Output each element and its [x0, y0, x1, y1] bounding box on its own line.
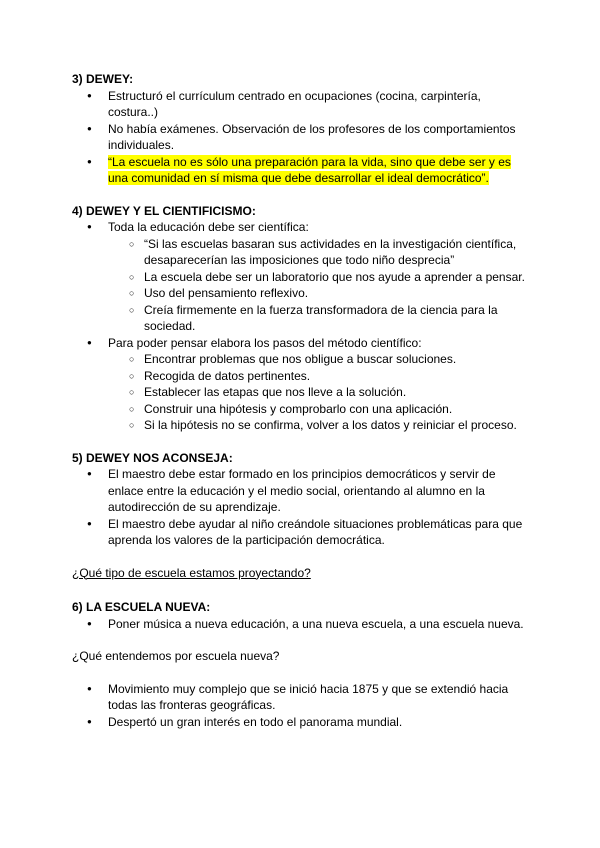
list-item: [72, 219, 532, 335]
sub-bullet-list: [108, 351, 532, 434]
list-item: ● Estructuró el currículum centrado en ocupaciones (cocina, carpintería, costura..): [72, 88, 532, 121]
sub-list-item: ○ Establecer las etapas que nos lleve a la solución.: [108, 384, 532, 401]
list-item: [72, 335, 532, 434]
sub-list-item: ○ Creía firmemente en la fuerza transformadora de la ciencia para la sociedad.: [108, 302, 532, 335]
section-heading: 4) DEWEY Y EL CIENTIFICISMO:: [72, 203, 256, 218]
bullet-list: [72, 616, 532, 633]
sub-list-item: ○ Construir una hipótesis y comprobarlo con una aplicación.: [108, 401, 532, 418]
sub-list-item: ○ La escuela debe ser un laboratorio que nos ayude a aprender a pensar.: [108, 269, 532, 286]
question-text: ¿Qué entendemos por escuela nueva?: [72, 649, 280, 663]
sub-list-item: ○ Encontrar problemas que nos obligue a buscar soluciones.: [108, 351, 532, 368]
document-body: [72, 71, 532, 730]
list-item: ● El maestro debe estar formado en los principios democráticos y servir de enlace entre la educación y el medio social, orientando al alumno en la autodirección de su aprendizaje.: [72, 466, 532, 516]
sub-list-item: ○ Si la hipótesis no se confirma, volver a los datos y reiniciar el proceso.: [108, 417, 532, 434]
list-item-text: Toda la educación debe ser científica:: [108, 220, 309, 234]
section-heading: 6) LA ESCUELA NUEVA:: [72, 600, 211, 614]
list-item-highlighted: [72, 154, 532, 187]
highlighted-quote: “La escuela no es sólo una preparación para la vida, sino que debe ser y es una comunidad en sí misma que debe desarrollar el ideal democrático”.: [108, 154, 511, 185]
section-dewey: [72, 71, 532, 187]
bullet-list: [72, 219, 532, 434]
question-link[interactable]: ¿Qué tipo de escuela estamos proyectando?: [72, 565, 311, 580]
sub-bullet-list: [108, 236, 532, 335]
bullet-list: [72, 88, 532, 187]
section-dewey-cientificismo: [72, 203, 532, 434]
bullet-list: [72, 466, 532, 549]
sub-list-item: ○ Recogida de datos pertinentes.: [108, 368, 532, 385]
sub-list-item: ○ “Si las escuelas basaran sus actividades en la investigación científica, desaparecerían las imposiciones que todo niño desprecia”: [108, 236, 532, 269]
list-item-text: Para poder pensar elabora los pasos del método científico:: [108, 335, 422, 350]
spacer: [72, 665, 532, 681]
bullet-list: [72, 681, 532, 731]
section-escuela-nueva: [72, 599, 532, 632]
section-heading: 3) DEWEY:: [72, 72, 134, 86]
list-item: ● Movimiento muy complejo que se inició hacia 1875 y que se extendió hacia todas las fronteras geográficas.: [72, 681, 532, 714]
list-item: ● Poner música a nueva educación, a una nueva escuela, a una escuela nueva.: [72, 616, 532, 633]
sub-list-item: ○ Uso del pensamiento reflexivo.: [108, 285, 532, 302]
section-dewey-aconseja: [72, 450, 532, 549]
list-item: ● Despertó un gran interés en todo el panorama mundial.: [72, 714, 532, 731]
list-item: ● No había exámenes. Observación de los profesores de los comportamientos individuales.: [72, 121, 532, 154]
spacer: [72, 581, 532, 599]
list-item: ● El maestro debe ayudar al niño creándole situaciones problemáticas para que aprenda los valores de la participación democrática.: [72, 516, 532, 549]
section-heading: 5) DEWEY NOS ACONSEJA:: [72, 450, 233, 465]
